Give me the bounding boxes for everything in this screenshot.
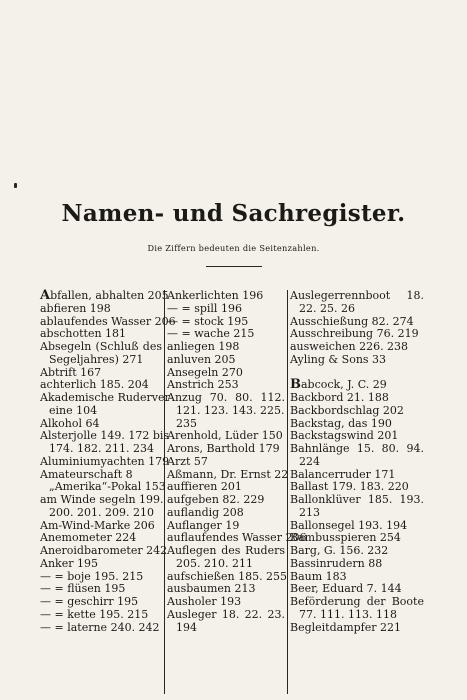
- index-entry: Begleitdampfer 221: [290, 620, 402, 634]
- index-entry: Auflegen des Ruders: [167, 544, 285, 557]
- index-entry: Auflanger 19: [167, 518, 240, 532]
- index-column-2: [167, 289, 307, 694]
- index-entry: 77. 111. 113. 118: [299, 607, 397, 621]
- index-entry: Bahnlänge 15. 80. 94.: [290, 442, 424, 455]
- index-entry: anliegen 198: [167, 340, 240, 353]
- index-entry: Auslegerrennboot 18.: [290, 289, 424, 302]
- index-entry: aufgeben 82. 229: [167, 493, 265, 506]
- title-rule: [206, 266, 262, 267]
- index-entry: Absegeln (Schluß des: [40, 340, 162, 353]
- index-entry: Beförderung der Boote: [290, 595, 424, 608]
- index-entry: Abtrift 167: [40, 365, 102, 379]
- index-entry: Baum 183: [290, 569, 347, 583]
- index-entry: Ausschießung 82. 274: [290, 314, 414, 328]
- index-entry: Ausschreibung 76. 219: [290, 327, 419, 341]
- index-entry: Alsterjolle 149. 172 bis: [40, 429, 170, 443]
- index-entry: — = stock 195: [167, 314, 249, 328]
- index-entry: 235: [176, 416, 197, 430]
- index-entry: achterlich 185. 204: [40, 378, 149, 392]
- index-entry: 22. 25. 26: [299, 301, 355, 315]
- index-entry: Ballonsegel 193. 194: [290, 518, 408, 532]
- index-entry: Anstrich 253: [167, 378, 239, 392]
- index-column-3: [290, 290, 424, 694]
- index-entry: — = spill 196: [167, 301, 242, 315]
- index-entry: — = geschirr 195: [40, 595, 139, 608]
- index-entry: Barg, G. 156. 232: [290, 544, 389, 557]
- index-entry: Ansegeln 270: [167, 365, 243, 379]
- index-entry: auffieren 201: [167, 480, 242, 494]
- index-entry: — = flüsen 195: [40, 582, 126, 596]
- index-entry: Ayling & Sons 33: [290, 352, 387, 366]
- index-entry: Ausholer 193: [167, 595, 242, 608]
- index-entry: Am-Wind-Marke 206: [40, 518, 155, 532]
- index-entry: 200. 201. 209. 210: [49, 505, 154, 519]
- page-subtitle: Die Ziffern bedeuten die Seitenzahlen.: [147, 243, 320, 253]
- index-entry: ausbaumen 213: [167, 582, 256, 596]
- index-entry: 194: [176, 620, 197, 634]
- index-column-1: [40, 288, 176, 694]
- index-entry: am Winde segeln 199.: [40, 493, 164, 506]
- index-entry: 205. 210. 211: [176, 556, 253, 570]
- index-entry: anluven 205: [167, 352, 236, 366]
- index-entry: 224: [299, 454, 320, 468]
- index-entry: Backstagswind 201: [290, 429, 399, 443]
- index-entry: Arons, Barthold 179: [167, 442, 280, 455]
- index-entry: abfieren 198: [40, 301, 111, 315]
- index-entry: „Amerika“-Pokal 153: [49, 480, 166, 494]
- index-entry: Bassinrudern 88: [290, 556, 383, 570]
- index-entry: 213: [299, 505, 320, 519]
- index-entry: auflandig 208: [167, 505, 244, 519]
- index-entry: — = boje 195. 215: [40, 569, 144, 583]
- index-entry: aufschießen 185. 255: [167, 569, 288, 583]
- index-entry: Aluminiumyachten 179: [40, 454, 170, 468]
- index-entry: — = wache 215: [167, 327, 255, 341]
- index-entry: Akademische Ruderver-: [40, 391, 174, 404]
- index-entry: Arzt 57: [167, 454, 208, 468]
- index-entry: Ballast 179. 183. 220: [290, 480, 409, 494]
- index-entry: eine 104: [49, 403, 98, 417]
- index-entry: Segeljahres) 271: [49, 352, 144, 366]
- index-entry: Anemometer 224: [40, 531, 137, 545]
- index-entry: Bambusspieren 254: [290, 531, 401, 545]
- index-entry: Ankerlichten 196: [167, 289, 264, 302]
- index-entry: Amateurschaft 8: [40, 467, 133, 481]
- index-entry: Ausleger 18. 22. 23.: [167, 607, 285, 621]
- index-entry: Aßmann, Dr. Ernst 22: [167, 467, 289, 481]
- index-entry: Anker 195: [40, 556, 98, 570]
- index-entry: Abfallen, abhalten 205: [40, 288, 169, 303]
- index-entry: Backbord 21. 188: [290, 391, 389, 404]
- index-entry: ablaufendes Wasser 206: [40, 314, 176, 328]
- index-entry: Backstag, das 190: [290, 416, 392, 430]
- index-entry: abschotten 181: [40, 327, 127, 341]
- index-entry: Alkohol 64: [40, 416, 100, 430]
- page-title: Namen- und Sachregister.: [61, 200, 406, 227]
- index-entry: Aneroidbarometer 242: [40, 544, 168, 557]
- margin-mark: [14, 183, 17, 188]
- column-divider: [287, 290, 288, 694]
- index-entry: — = laterne 240. 242: [40, 620, 160, 634]
- index-entry: ausweichen 226. 238: [290, 340, 409, 353]
- index-entry: Ballonklüver 185. 193.: [290, 493, 424, 506]
- index-entry: Backbordschlag 202: [290, 403, 404, 417]
- index-entry: 174. 182. 211. 234: [49, 442, 154, 455]
- index-entry: Beer, Eduard 7. 144: [290, 582, 402, 596]
- index-entry: Arenhold, Lüder 150: [167, 429, 283, 443]
- index-entry: Balancerruder 171: [290, 467, 396, 481]
- index-entry: Babcock, J. C. 29: [290, 377, 387, 393]
- index-entry: — = kette 195. 215: [40, 607, 149, 621]
- index-entry: auflaufendes Wasser 206: [167, 531, 307, 545]
- index-columns: [40, 290, 424, 694]
- index-entry: 121. 123. 143. 225.: [176, 403, 285, 417]
- index-entry: Anzug 70. 80. 112.: [167, 391, 285, 404]
